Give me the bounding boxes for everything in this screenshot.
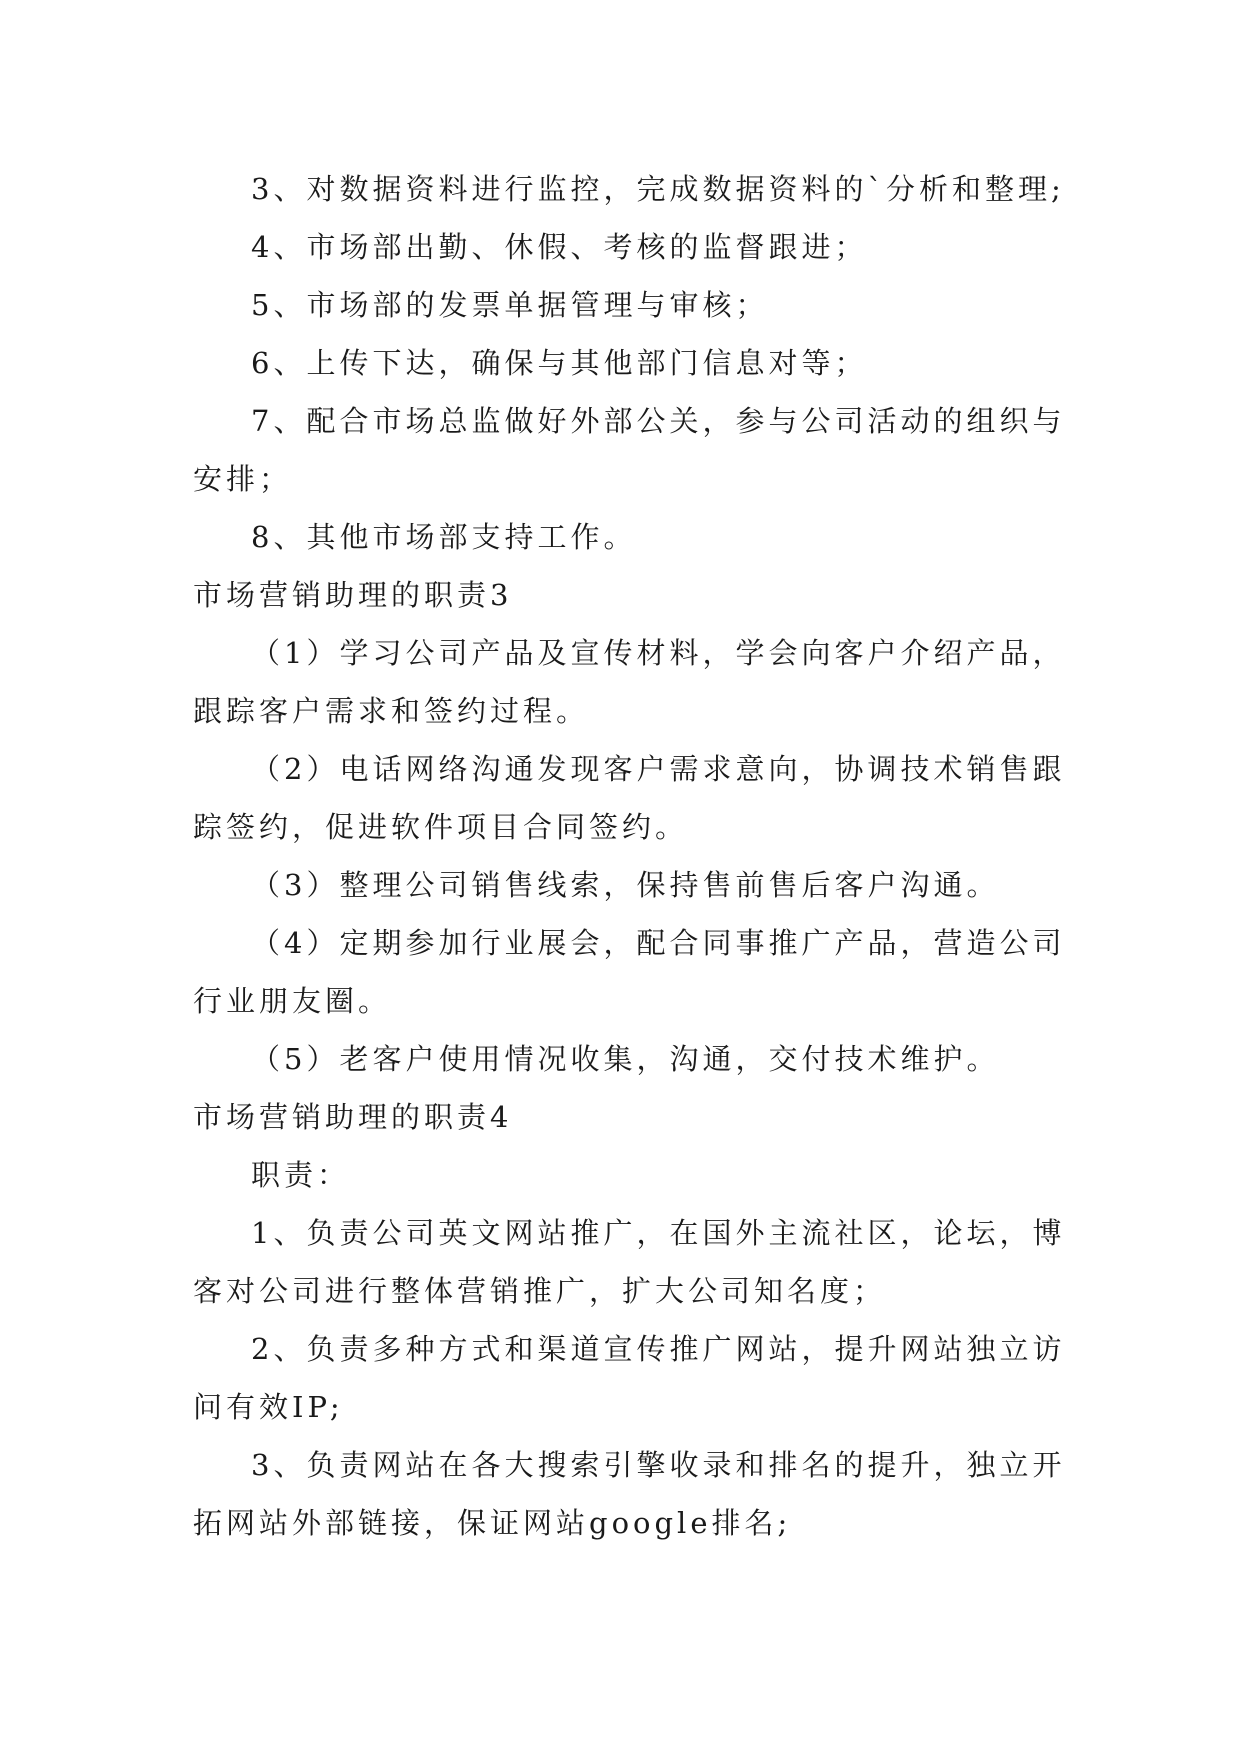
paragraph: 1、负责公司英文网站推广，在国外主流社区，论坛，博客对公司进行整体营销推广，扩大公司知名度；	[193, 1216, 1066, 1308]
paragraph: 职责：	[251, 1158, 351, 1192]
document-body	[193, 160, 1073, 1552]
paragraph: （1）学习公司产品及宣传材料，学会向客户介绍产品，跟踪客户需求和签约过程。	[193, 636, 1066, 728]
paragraph: （4）定期参加行业展会，配合同事推广产品，营造公司行业朋友圈。	[193, 926, 1066, 1018]
section-heading: 市场营销助理的职责3	[193, 578, 513, 612]
paragraph: 4、市场部出勤、休假、考核的监督跟进；	[251, 230, 868, 264]
paragraph: 2、负责多种方式和渠道宣传推广网站，提升网站独立访问有效IP;	[193, 1332, 1066, 1424]
section-heading: 市场营销助理的职责4	[193, 1100, 513, 1134]
paragraph: （3）整理公司销售线索，保持售前售后客户沟通。	[251, 868, 1000, 902]
paragraph: （2）电话网络沟通发现客户需求意向，协调技术销售跟踪签约，促进软件项目合同签约。	[193, 752, 1066, 844]
paragraph: 6、上传下达，确保与其他部门信息对等；	[251, 346, 868, 380]
paragraph: 8、其他市场部支持工作。	[251, 520, 637, 554]
paragraph: 3、对数据资料进行监控，完成数据资料的`分析和整理;	[251, 172, 1065, 206]
paragraph: 5、市场部的发票单据管理与审核；	[251, 288, 769, 322]
paragraph: 7、配合市场总监做好外部公关，参与公司活动的组织与安排；	[193, 404, 1066, 496]
paragraph: （5）老客户使用情况收集，沟通，交付技术维护。	[251, 1042, 1000, 1076]
paragraph: 3、负责网站在各大搜索引擎收录和排名的提升，独立开拓网站外部链接，保证网站google排名;	[193, 1448, 1066, 1540]
